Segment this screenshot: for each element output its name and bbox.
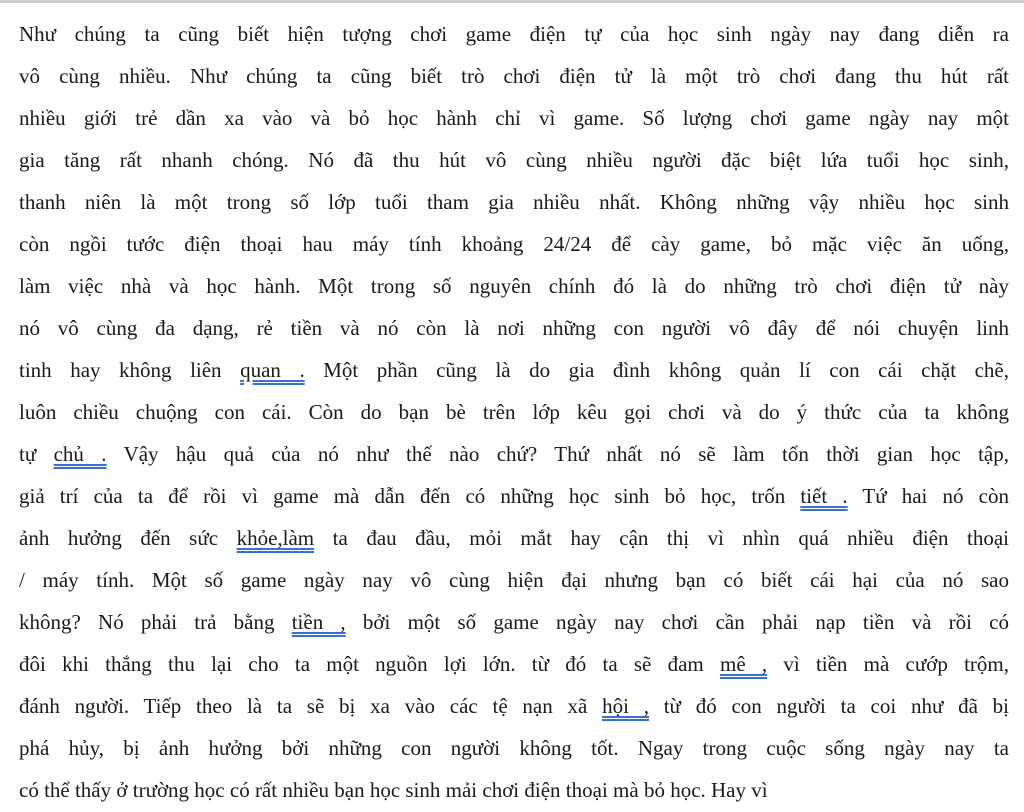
text-line-11: [19, 433, 1009, 475]
text-segment: giả trí của ta để rồi vì game mà dẫn đến có những học sinh bỏ học, trốn: [19, 484, 801, 508]
text-line-19: có thể thấy ở trường học có rất nhiều bạn học sinh mải chơi điện thoại mà bỏ học. Hay vì: [19, 778, 768, 802]
text-segment: đôi khi thắng thu lại cho ta một nguồn lợi lớn. từ đó ta sẽ đam: [19, 652, 720, 676]
text-line-18: phá hủy, bị ảnh hưởng bởi những con người không tốt. Ngay trong cuộc sống ngày nay ta: [19, 736, 1009, 760]
text-segment: tinh hay không liên: [19, 358, 241, 382]
text-line-5: thanh niên là một trong số lớp tuổi tham gia nhiều nhất. Không những vậy nhiều học sinh: [19, 190, 1009, 214]
text-line-14: / máy tính. Một số game ngày nay vô cùng hiện đại nhưng bạn có biết cái hại của nó sao: [19, 568, 1009, 592]
spellcheck-underlined-word[interactable]: tiết .: [800, 484, 848, 508]
text-line-1: Như chúng ta cũng biết hiện tượng chơi game điện tự của học sinh ngày nay đang diễn ra: [19, 22, 1009, 46]
text-segment: ảnh hưởng đến sức: [19, 526, 237, 550]
text-line-17: [19, 685, 1009, 727]
text-segment: Tứ hai nó còn: [847, 484, 1009, 508]
text-segment: tự: [19, 442, 54, 466]
text-segment: ta đau đầu, mỏi mắt hay cận thị vì nhìn quá nhiều điện thoại: [314, 526, 1009, 550]
text-line-4: gia tăng rất nhanh chóng. Nó đã thu hút vô cùng nhiều người đặc biệt lứa tuổi học sinh,: [19, 148, 1009, 172]
text-line-9: [19, 349, 1009, 391]
text-segment: Một phần cũng là do gia đình không quản lí con cái chặt chẽ,: [304, 358, 1010, 382]
text-line-3: nhiều giới trẻ dần xa vào và bỏ học hành chỉ vì game. Số lượng chơi game ngày nay một: [19, 106, 1009, 130]
text-line-12: [19, 475, 1009, 517]
text-segment: Vậy hậu quả của nó như thế nào chứ? Thứ nhất nó sẽ làm tốn thời gian học tập,: [106, 442, 1010, 466]
text-segment: đánh người. Tiếp theo là ta sẽ bị xa vào các tệ nạn xã: [19, 694, 603, 718]
text-line-13: [19, 517, 1009, 559]
text-line-8: nó vô cùng đa dạng, rẻ tiền và nó còn là nơi những con người vô đây để nói chuyện linh: [19, 316, 1009, 340]
text-segment: vì tiền mà cướp trộm,: [767, 652, 1010, 676]
text-line-16: [19, 643, 1009, 685]
spellcheck-underlined-word[interactable]: mê ,: [720, 652, 768, 676]
text-segment: từ đó con người ta coi như đã bị: [648, 694, 1009, 718]
text-segment: không? Nó phải trả bằng: [19, 610, 292, 634]
spellcheck-underlined-word[interactable]: quan .: [240, 358, 305, 382]
text-line-6: còn ngồi tước điện thoại hau máy tính khoảng 24/24 để cày game, bỏ mặc việc ăn uống,: [19, 232, 1009, 256]
text-line-15: [19, 601, 1009, 643]
spellcheck-underlined-word[interactable]: tiền ,: [291, 610, 346, 634]
text-line-7: làm việc nhà và học hành. Một trong số nguyên chính đó là do những trò chơi điện tử này: [19, 274, 1009, 298]
text-segment: bởi một số game ngày nay chơi cần phải nạp tiền và rồi có: [345, 610, 1009, 634]
spellcheck-underlined-word[interactable]: chủ .: [53, 442, 107, 466]
document-body[interactable]: [19, 13, 1009, 811]
text-line-10: luôn chiều chuộng con cái. Còn do bạn bè trên lớp kêu gọi chơi và do ý thức của ta không: [19, 400, 1009, 424]
spellcheck-underlined-word[interactable]: hội ,: [602, 694, 649, 718]
text-line-2: vô cùng nhiều. Như chúng ta cũng biết trò chơi điện tử là một trò chơi đang thu hút rất: [19, 64, 1009, 88]
spellcheck-underlined-word[interactable]: khỏe,làm: [236, 526, 315, 550]
